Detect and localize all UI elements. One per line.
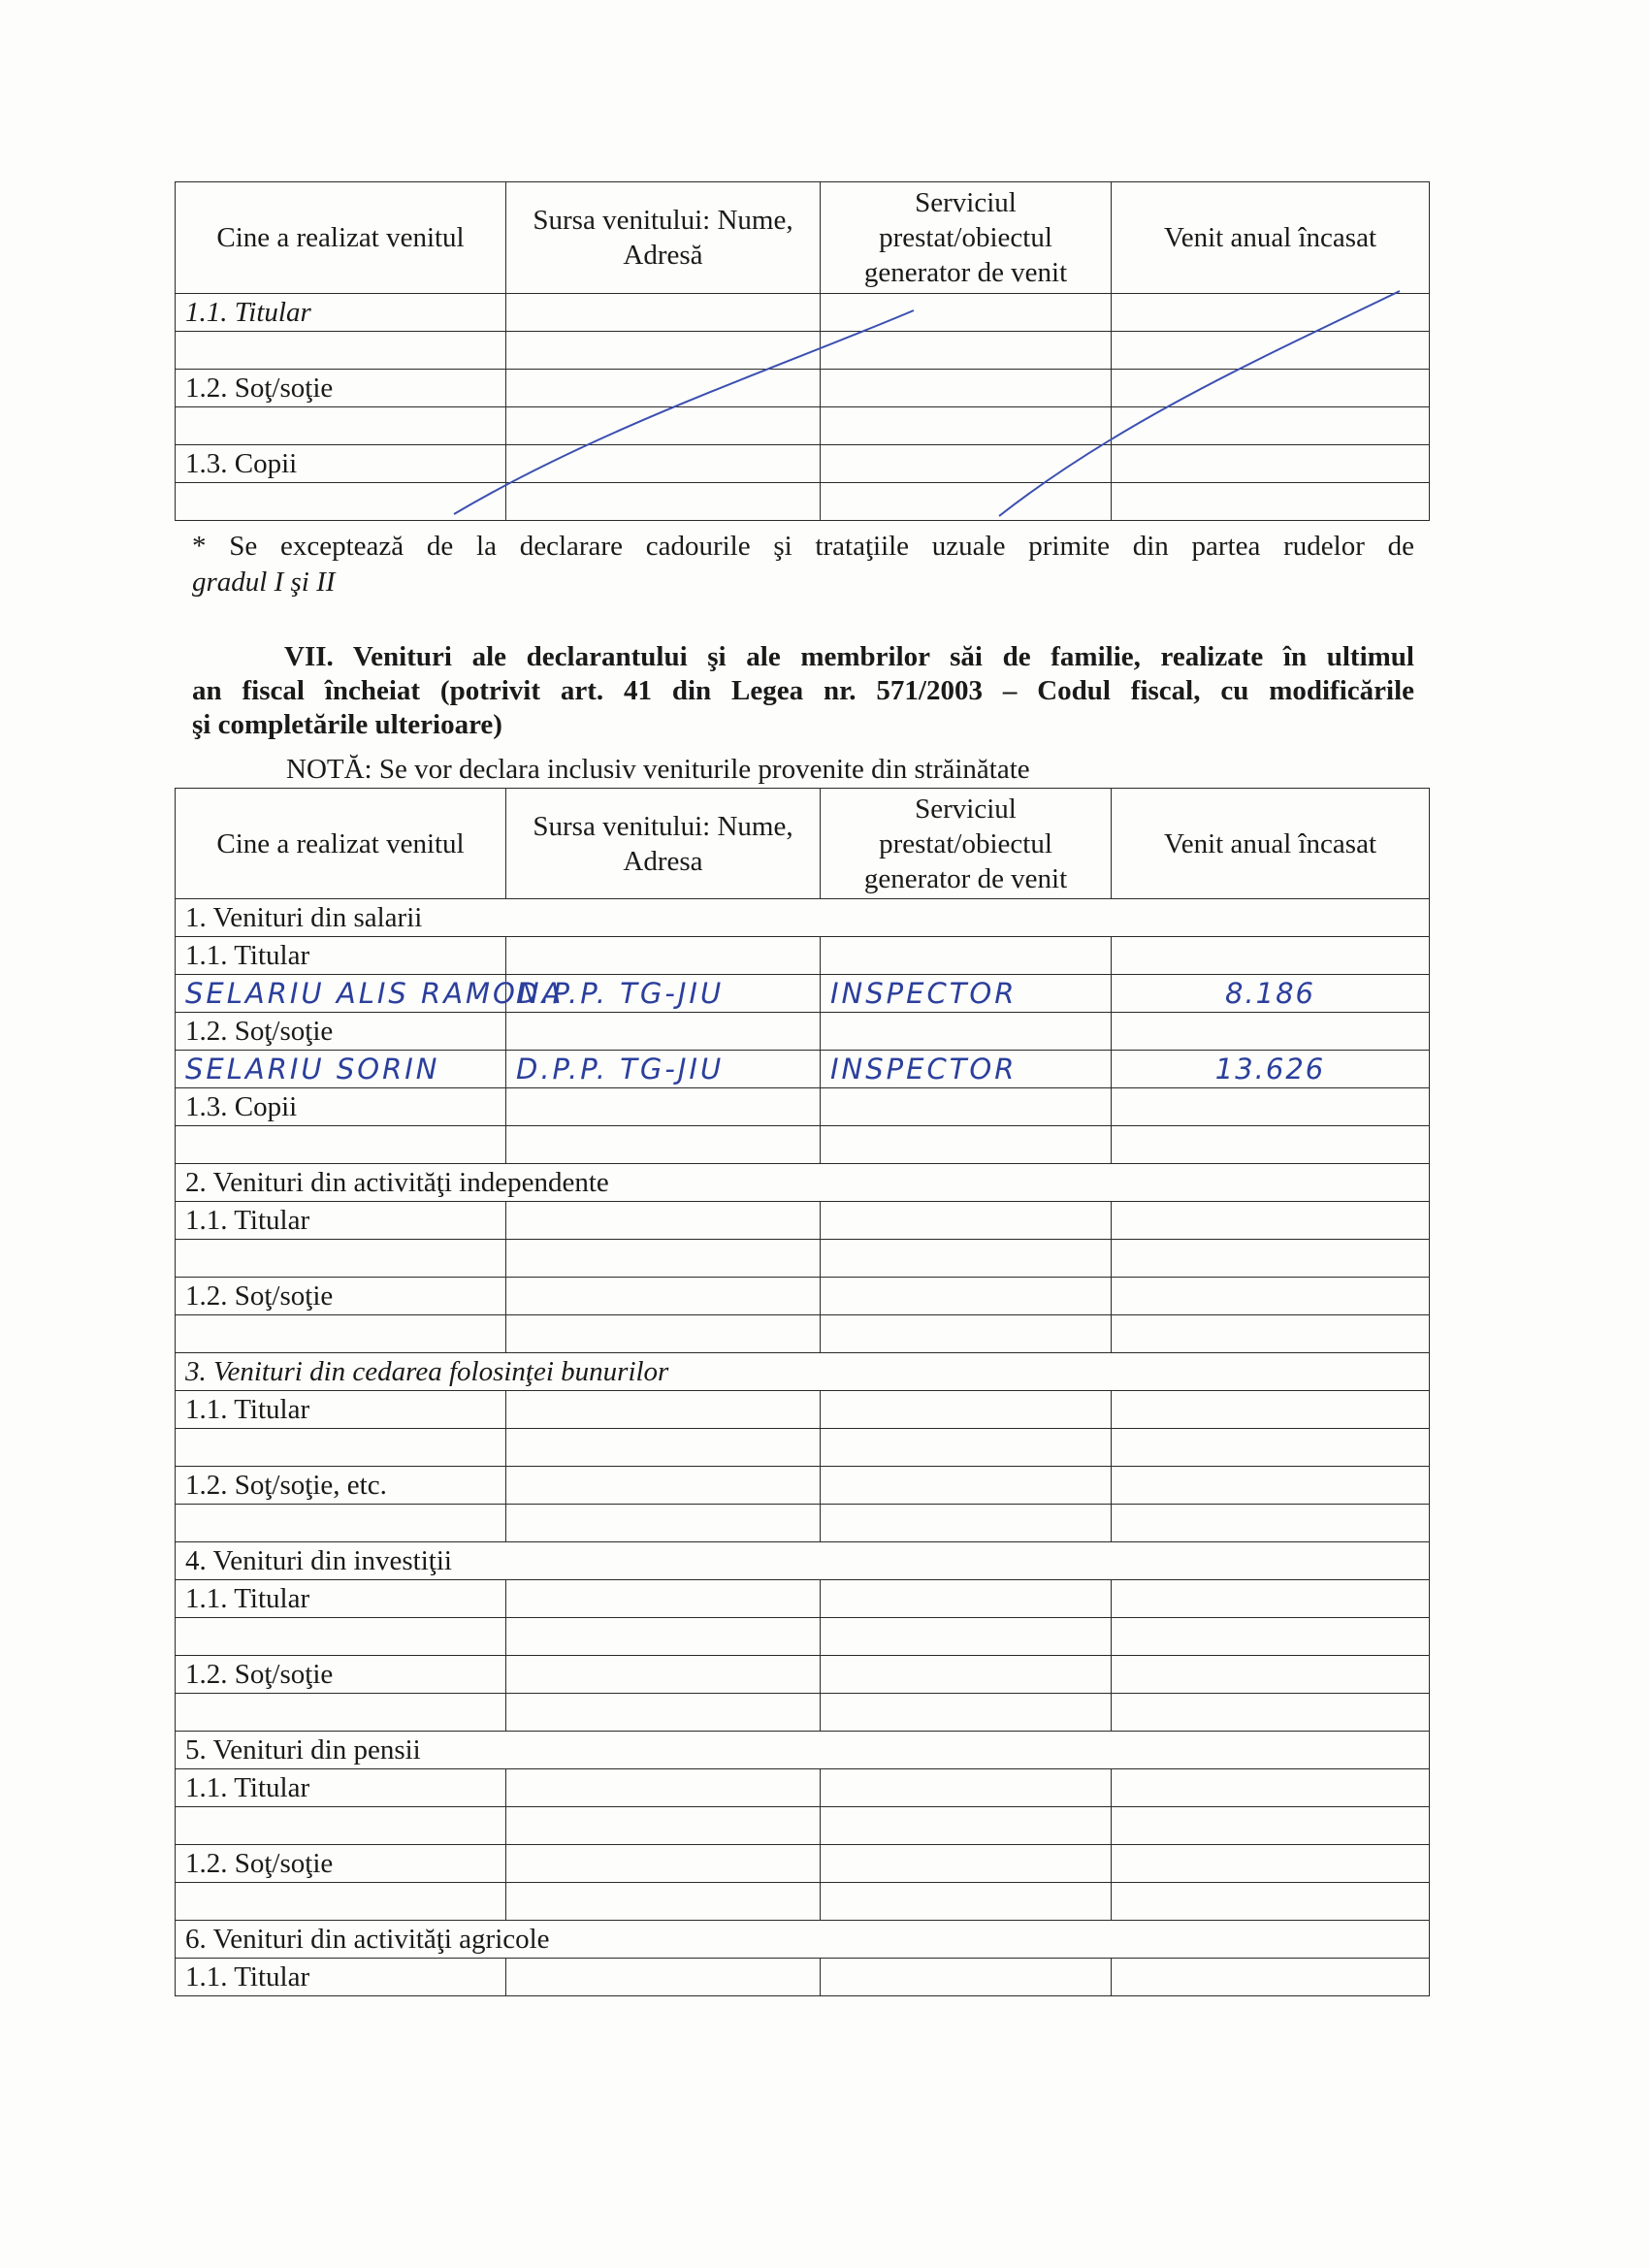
- table-row: [176, 1542, 1430, 1580]
- table-row: [176, 1013, 1430, 1051]
- income-service: [821, 1088, 1112, 1126]
- income-service: [821, 1126, 1112, 1164]
- income-service: [821, 1278, 1112, 1315]
- income-service: [821, 1769, 1112, 1807]
- income-source: [506, 1959, 821, 1996]
- table-row: [176, 1126, 1430, 1164]
- table-row-label: 1.3. Copii: [176, 445, 506, 483]
- income-service: [821, 1845, 1112, 1883]
- table-row: [176, 1202, 1430, 1240]
- income-service: [821, 1240, 1112, 1278]
- table-row: [176, 1391, 1430, 1429]
- income-amount: [1112, 1618, 1430, 1656]
- income-amount: [1112, 1278, 1430, 1315]
- income-amount: [1112, 1505, 1430, 1542]
- income-amount: [1112, 1126, 1430, 1164]
- income-service: [821, 1807, 1112, 1845]
- income-amount: [1112, 1391, 1430, 1429]
- header-service: Serviciul prestat/obiectul generator de venit: [821, 789, 1112, 899]
- income-table: [175, 788, 1430, 1996]
- table-row: [176, 975, 1430, 1013]
- section-title-line3: şi completările ulterioare): [192, 709, 502, 740]
- income-source: [506, 1013, 821, 1051]
- table-row: [176, 1618, 1430, 1656]
- income-amount: [1112, 1088, 1430, 1126]
- table-row: [176, 1240, 1430, 1278]
- income-service: [821, 1618, 1112, 1656]
- income-amount: [1112, 1580, 1430, 1618]
- footnote-line1: * Se exceptează de la declarare cadourile şi trataţiile uzuale primite din partea rudelor de: [192, 531, 1414, 562]
- section-title-line1: VII. Venituri ale declarantului şi ale membrilor săi de familie, realizate în ultimul: [284, 641, 1414, 672]
- income-amount: [1112, 1202, 1430, 1240]
- income-service: [821, 937, 1112, 975]
- section-row-label: 5. Venituri din pensii: [176, 1732, 1430, 1769]
- table-row: [176, 1883, 1430, 1921]
- income-source: [506, 1769, 821, 1807]
- income-source: [506, 1278, 821, 1315]
- income-amount: [1112, 1315, 1430, 1353]
- table-row: [176, 1921, 1430, 1959]
- income-source: [506, 1845, 821, 1883]
- income-amount: [1112, 1429, 1430, 1467]
- table-row: [176, 1959, 1430, 1996]
- row-label: [176, 1429, 506, 1467]
- table-row: [176, 1164, 1430, 1202]
- prior-income-table: [175, 181, 1430, 521]
- table-row: [176, 1732, 1430, 1769]
- footnote-line2: gradul I şi II: [192, 567, 336, 598]
- income-source: [506, 1429, 821, 1467]
- table-row: [176, 899, 1430, 937]
- income-amount: [1112, 1807, 1430, 1845]
- income-source: [506, 1807, 821, 1845]
- table-row-label: 1.1. Titular: [176, 294, 506, 332]
- income-amount: [1112, 937, 1430, 975]
- row-label: 1.1. Titular: [176, 1580, 506, 1618]
- row-label: 1.1. Titular: [176, 937, 506, 975]
- income-amount: [1112, 1845, 1430, 1883]
- header-source: Sursa venitului: Nume, Adresa: [506, 789, 821, 899]
- header-who: Cine a realizat venitul: [176, 789, 506, 899]
- table-row: [176, 1769, 1430, 1807]
- income-service: [821, 1202, 1112, 1240]
- income-amount: [1112, 1467, 1430, 1505]
- income-service: INSPECTOR: [821, 1051, 1112, 1088]
- row-label: 1.1. Titular: [176, 1202, 506, 1240]
- income-amount: 8.186: [1112, 975, 1430, 1013]
- header-source: Sursa venitului: Nume, Adresă: [506, 182, 821, 294]
- table-row: [176, 1807, 1430, 1845]
- income-amount: [1112, 1959, 1430, 1996]
- table-row: [176, 1429, 1430, 1467]
- row-label: SELARIU ALIS RAMONA: [176, 975, 506, 1013]
- income-amount: [1112, 1694, 1430, 1732]
- income-amount: [1112, 1240, 1430, 1278]
- row-label: [176, 1694, 506, 1732]
- income-source: [506, 1088, 821, 1126]
- income-source: [506, 1126, 821, 1164]
- table-row-label: [176, 483, 506, 521]
- table-row: [176, 937, 1430, 975]
- row-label: 1.2. Soţ/soţie: [176, 1656, 506, 1694]
- table-row: [176, 1278, 1430, 1315]
- income-source: [506, 1202, 821, 1240]
- income-source: [506, 1505, 821, 1542]
- header-income: Venit anual încasat: [1112, 182, 1430, 294]
- row-label: 1.2. Soţ/soţie: [176, 1845, 506, 1883]
- income-source: [506, 1694, 821, 1732]
- income-source: [506, 1391, 821, 1429]
- row-label: [176, 1240, 506, 1278]
- income-amount: [1112, 1656, 1430, 1694]
- table-row: [176, 1467, 1430, 1505]
- income-service: [821, 1467, 1112, 1505]
- row-label: [176, 1883, 506, 1921]
- row-label: [176, 1807, 506, 1845]
- row-label: 1.2. Soţ/soţie, etc.: [176, 1467, 506, 1505]
- income-source: [506, 1240, 821, 1278]
- section-title-line2: an fiscal încheiat (potrivit art. 41 din Legea nr. 571/2003 – Codul fiscal, cu modificările: [192, 675, 1414, 706]
- header-service: Serviciul prestat/obiectul generator de venit: [821, 182, 1112, 294]
- section-row-label: 2. Venituri din activităţi independente: [176, 1164, 1430, 1202]
- income-source: [506, 1883, 821, 1921]
- income-source: [506, 937, 821, 975]
- income-service: [821, 1429, 1112, 1467]
- header-who: Cine a realizat venitul: [176, 182, 506, 294]
- income-service: [821, 1391, 1112, 1429]
- income-service: [821, 1883, 1112, 1921]
- section-row-label: 4. Venituri din investiţii: [176, 1542, 1430, 1580]
- income-source: [506, 1467, 821, 1505]
- income-source: D.P.P. TG-JIU: [506, 975, 821, 1013]
- row-label: [176, 1315, 506, 1353]
- row-label: [176, 1505, 506, 1542]
- income-source: [506, 1618, 821, 1656]
- row-label: 1.3. Copii: [176, 1088, 506, 1126]
- section-row-label: 1. Venituri din salarii: [176, 899, 1430, 937]
- income-amount: 13.626: [1112, 1051, 1430, 1088]
- row-label: 1.2. Soţ/soţie: [176, 1013, 506, 1051]
- row-label: 1.2. Soţ/soţie: [176, 1278, 506, 1315]
- table-row: [176, 1088, 1430, 1126]
- income-service: [821, 1656, 1112, 1694]
- income-amount: [1112, 1769, 1430, 1807]
- table-row: [176, 1694, 1430, 1732]
- table-row-label: [176, 407, 506, 445]
- table-row-label: 1.2. Soţ/soţie: [176, 370, 506, 407]
- income-source: D.P.P. TG-JIU: [506, 1051, 821, 1088]
- table-row: [176, 1353, 1430, 1391]
- income-service: [821, 1580, 1112, 1618]
- income-service: [821, 1505, 1112, 1542]
- row-label: [176, 1618, 506, 1656]
- income-source: [506, 1656, 821, 1694]
- row-label: [176, 1126, 506, 1164]
- income-service: [821, 1013, 1112, 1051]
- income-service: [821, 1959, 1112, 1996]
- header-income: Venit anual încasat: [1112, 789, 1430, 899]
- section-row-label: 3. Venituri din cedarea folosinţei bunurilor: [176, 1353, 1430, 1391]
- row-label: 1.1. Titular: [176, 1391, 506, 1429]
- table-row-label: [176, 332, 506, 370]
- row-label: 1.1. Titular: [176, 1959, 506, 1996]
- table-row: [176, 1315, 1430, 1353]
- income-service: [821, 1694, 1112, 1732]
- income-service: [821, 1315, 1112, 1353]
- table-row: [176, 1845, 1430, 1883]
- income-amount: [1112, 1883, 1430, 1921]
- income-service: INSPECTOR: [821, 975, 1112, 1013]
- row-label: SELARIU SORIN: [176, 1051, 506, 1088]
- table-row: [176, 1580, 1430, 1618]
- row-label: 1.1. Titular: [176, 1769, 506, 1807]
- income-source: [506, 1580, 821, 1618]
- nota-text: NOTĂ: Se vor declara inclusiv veniturile provenite din străinătate: [286, 754, 1030, 785]
- section-row-label: 6. Venituri din activităţi agricole: [176, 1921, 1430, 1959]
- section-vii-title: [192, 640, 1414, 742]
- table-row: [176, 1505, 1430, 1542]
- table-row: [176, 1656, 1430, 1694]
- table-row: [176, 1051, 1430, 1088]
- income-source: [506, 1315, 821, 1353]
- income-amount: [1112, 1013, 1430, 1051]
